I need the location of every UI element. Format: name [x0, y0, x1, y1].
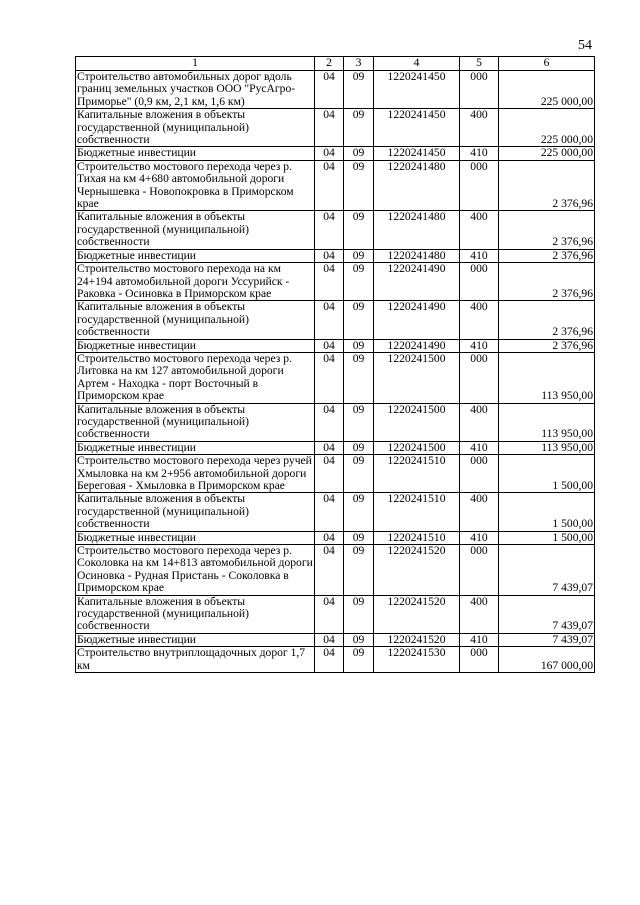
section-code-cell: 04 — [315, 633, 344, 646]
table-row — [76, 493, 595, 531]
subsection-code-cell: 09 — [344, 531, 374, 544]
subsection-code-cell: 09 — [344, 403, 374, 441]
header-cell: 3 — [344, 57, 374, 71]
row-name-cell: Капитальные вложения в объекты государственной (муниципальной) собственности — [76, 493, 315, 531]
row-name-cell: Капитальные вложения в объекты государственной (муниципальной) собственности — [76, 211, 315, 249]
amount-cell: 2 376,96 — [499, 211, 595, 249]
amount-cell: 7 439,07 — [499, 545, 595, 596]
target-article-cell: 1220241490 — [374, 263, 460, 301]
expense-type-cell: 410 — [460, 147, 499, 160]
row-name-cell: Строительство внутриплощадочных дорог 1,7 км — [76, 647, 315, 673]
section-code-cell: 04 — [315, 441, 344, 454]
table-row — [76, 531, 595, 544]
header-cell: 6 — [499, 57, 595, 71]
target-article-cell: 1220241450 — [374, 147, 460, 160]
subsection-code-cell: 09 — [344, 647, 374, 673]
amount-cell: 113 950,00 — [499, 352, 595, 403]
section-code-cell: 04 — [315, 71, 344, 109]
subsection-code-cell: 09 — [344, 160, 374, 211]
section-code-cell: 04 — [315, 545, 344, 596]
expense-type-cell: 000 — [460, 160, 499, 211]
amount-cell: 1 500,00 — [499, 493, 595, 531]
section-code-cell: 04 — [315, 160, 344, 211]
table-row — [76, 545, 595, 596]
row-name-cell: Строительство мостового перехода через р. Соколовка на км 14+813 автомобильной дороги Осиновка - Рудная Пристань - Соколовка в Приморском крае — [77, 544, 313, 595]
row-name-cell: Строительство мостового перехода через ручей Хмыловка на км 2+956 автомобильной дороги Береговая - Хмыловка в Приморском крае — [76, 455, 315, 493]
expense-type-cell: 410 — [460, 339, 499, 352]
row-name-cell: Бюджетные инвестиции — [76, 633, 315, 646]
target-article-cell: 1220241450 — [374, 71, 460, 109]
row-name-cell: Капитальные вложения в объекты государственной (муниципальной) собственности — [76, 595, 315, 633]
subsection-code-cell: 09 — [344, 441, 374, 454]
header-row — [76, 57, 595, 71]
expense-type-cell: 400 — [460, 301, 499, 339]
row-name-cell: Бюджетные инвестиции — [76, 339, 315, 352]
table-row — [76, 339, 595, 352]
amount-cell: 225 000,00 — [499, 71, 595, 109]
table-row — [76, 403, 595, 441]
table-row — [76, 633, 595, 646]
section-code-cell: 04 — [315, 493, 344, 531]
table-row — [76, 441, 595, 454]
header-cell: 4 — [374, 57, 460, 71]
table-row — [76, 263, 595, 301]
row-name-cell: Бюджетные инвестиции — [76, 531, 315, 544]
section-code-cell: 04 — [315, 301, 344, 339]
subsection-code-cell: 09 — [344, 301, 374, 339]
table-body — [76, 57, 595, 673]
table-row — [76, 301, 595, 339]
row-name-cell: Капитальные вложения в объекты государственной (муниципальной) собственности — [76, 301, 315, 339]
expense-type-cell: 400 — [460, 109, 499, 147]
target-article-cell: 1220241510 — [374, 493, 460, 531]
table-row — [76, 147, 595, 160]
row-name-cell: Капитальные вложения в объекты государственной (муниципальной) собственности — [76, 403, 315, 441]
expense-type-cell: 400 — [460, 211, 499, 249]
subsection-code-cell: 09 — [344, 109, 374, 147]
amount-cell: 113 950,00 — [499, 403, 595, 441]
table-row — [76, 71, 595, 109]
target-article-cell: 1220241500 — [374, 352, 460, 403]
row-name-cell: Строительство мостового перехода на км 24+194 автомобильной дороги Уссурийск - Раковка - Осиновка в Приморском крае — [76, 263, 315, 301]
section-code-cell: 04 — [315, 531, 344, 544]
subsection-code-cell: 09 — [344, 249, 374, 262]
header-cell: 1 — [76, 57, 315, 71]
row-name-cell: Бюджетные инвестиции — [76, 147, 315, 160]
amount-cell: 2 376,96 — [499, 160, 595, 211]
target-article-cell: 1220241520 — [374, 545, 460, 596]
row-name-cell: Строительство мостового перехода через р. Тихая на км 4+680 автомобильной дороги Чернышевка - Новопокровка в Приморском крае — [76, 160, 315, 211]
table-row — [76, 595, 595, 633]
section-code-cell: 04 — [315, 595, 344, 633]
amount-cell: 2 376,96 — [499, 339, 595, 352]
section-code-cell: 04 — [315, 647, 344, 673]
target-article-cell: 1220241480 — [374, 249, 460, 262]
expense-type-cell: 000 — [460, 455, 499, 493]
expense-type-cell: 000 — [460, 545, 499, 596]
row-name-cell: Капитальные вложения в объекты государственной (муниципальной) собственности — [76, 109, 315, 147]
expense-type-cell: 410 — [460, 441, 499, 454]
expense-type-cell: 410 — [460, 531, 499, 544]
target-article-cell: 1220241500 — [374, 403, 460, 441]
subsection-code-cell: 09 — [344, 595, 374, 633]
section-code-cell: 04 — [315, 263, 344, 301]
amount-cell: 225 000,00 — [499, 109, 595, 147]
row-name-cell: Бюджетные инвестиции — [76, 249, 315, 262]
amount-cell: 2 376,96 — [499, 249, 595, 262]
amount-cell: 2 376,96 — [499, 301, 595, 339]
section-code-cell: 04 — [315, 249, 344, 262]
row-name-cell: Строительство мостового перехода через р. Литовка на км 127 автомобильной дороги Артем - Находка - порт Восточный в Приморском крае — [76, 352, 315, 403]
table-row — [76, 109, 595, 147]
table-row — [76, 249, 595, 262]
target-article-cell: 1220241480 — [374, 211, 460, 249]
subsection-code-cell: 09 — [344, 71, 374, 109]
amount-cell: 7 439,07 — [499, 633, 595, 646]
section-code-cell: 04 — [315, 455, 344, 493]
target-article-cell: 1220241520 — [374, 595, 460, 633]
table-row — [76, 160, 595, 211]
subsection-code-cell: 09 — [344, 339, 374, 352]
amount-cell: 1 500,00 — [499, 455, 595, 493]
subsection-code-cell: 09 — [344, 455, 374, 493]
section-code-cell: 04 — [315, 147, 344, 160]
section-code-cell: 04 — [315, 211, 344, 249]
expense-type-cell: 400 — [460, 595, 499, 633]
amount-cell: 225 000,00 — [499, 147, 595, 160]
table-row — [76, 211, 595, 249]
section-code-cell: 04 — [315, 339, 344, 352]
target-article-cell: 1220241500 — [374, 441, 460, 454]
subsection-code-cell: 09 — [344, 352, 374, 403]
target-article-cell: 1220241450 — [374, 109, 460, 147]
expense-type-cell: 400 — [460, 493, 499, 531]
subsection-code-cell: 09 — [344, 147, 374, 160]
expense-type-cell: 410 — [460, 633, 499, 646]
section-code-cell: 04 — [315, 352, 344, 403]
subsection-code-cell: 09 — [344, 545, 374, 596]
amount-cell: 7 439,07 — [499, 595, 595, 633]
table-row — [76, 647, 595, 673]
header-cell: 5 — [460, 57, 499, 71]
amount-cell: 113 950,00 — [499, 441, 595, 454]
table-row — [76, 455, 595, 493]
target-article-cell: 1220241490 — [374, 301, 460, 339]
page-number: 54 — [578, 38, 592, 53]
expense-type-cell: 000 — [460, 263, 499, 301]
expense-type-cell: 000 — [460, 71, 499, 109]
row-name-cell: Строительство автомобильных дорог вдоль границ земельных участков ООО "РусАгро-Приморье" (0,9 км, 2,1 км, 1,6 км) — [76, 71, 315, 109]
table-row — [76, 352, 595, 403]
subsection-code-cell: 09 — [344, 493, 374, 531]
target-article-cell: 1220241490 — [374, 339, 460, 352]
amount-cell: 2 376,96 — [499, 263, 595, 301]
header-cell: 2 — [315, 57, 344, 71]
section-code-cell: 04 — [315, 403, 344, 441]
target-article-cell: 1220241480 — [374, 160, 460, 211]
expense-type-cell: 400 — [460, 403, 499, 441]
expense-type-cell: 000 — [460, 352, 499, 403]
target-article-cell: 1220241530 — [374, 647, 460, 673]
target-article-cell: 1220241520 — [374, 633, 460, 646]
row-name-cell: Бюджетные инвестиции — [76, 441, 315, 454]
target-article-cell: 1220241510 — [374, 531, 460, 544]
amount-cell: 1 500,00 — [499, 531, 595, 544]
expense-type-cell: 000 — [460, 647, 499, 673]
section-code-cell: 04 — [315, 109, 344, 147]
subsection-code-cell: 09 — [344, 211, 374, 249]
expense-type-cell: 410 — [460, 249, 499, 262]
subsection-code-cell: 09 — [344, 263, 374, 301]
target-article-cell: 1220241510 — [374, 455, 460, 493]
amount-cell: 167 000,00 — [499, 647, 595, 673]
budget-table — [75, 56, 595, 673]
subsection-code-cell: 09 — [344, 633, 374, 646]
